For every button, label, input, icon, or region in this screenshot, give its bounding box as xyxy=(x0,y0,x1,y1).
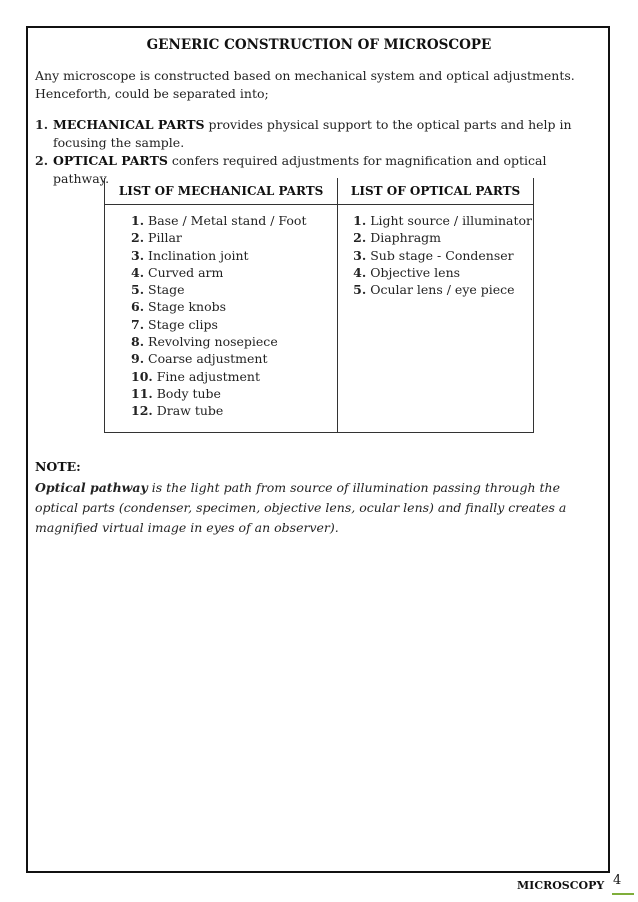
intro-paragraph: Any microscope is constructed based on mechanical system and optical adjustments. Henceforth, could be separated into; xyxy=(35,68,575,101)
list-item-number: 7. xyxy=(131,316,145,332)
header-mechanical-parts: LIST OF MECHANICAL PARTS xyxy=(105,178,338,205)
list-item-number: 2. xyxy=(131,230,145,246)
list-item xyxy=(353,212,532,229)
list-item-text: Fine adjustment xyxy=(156,368,260,384)
overview-item-term: MECHANICAL PARTS xyxy=(53,117,205,132)
footer-label: MICROSCOPY xyxy=(517,879,605,892)
list-item xyxy=(131,229,336,246)
list-item xyxy=(353,247,532,264)
optical-parts-column xyxy=(338,205,534,433)
list-item xyxy=(353,229,532,246)
list-item-text: Ocular lens / eye piece xyxy=(370,282,515,298)
list-item xyxy=(131,316,336,333)
list-item xyxy=(131,298,336,315)
header-optical-parts: LIST OF OPTICAL PARTS xyxy=(338,178,534,205)
list-item-number: 3. xyxy=(353,247,367,263)
list-item xyxy=(131,264,336,281)
list-item-text: Light source / illuminator xyxy=(370,213,532,228)
note-text: is the light path from source of illumination passing through the optical parts (condenser, specimen, objective lens, ocular lens) and finally creates a magnified virtual image in eyes of an observer). xyxy=(35,480,567,535)
list-item-number: 4. xyxy=(131,264,145,280)
overview-item-mechanical xyxy=(35,116,605,152)
list-item xyxy=(131,333,336,350)
note-term: Optical pathway xyxy=(35,480,148,495)
overview-item-description: confers required adjustments for magnification and optical pathway. xyxy=(53,153,547,186)
list-item-text: Body tube xyxy=(156,385,221,401)
overview-item-text xyxy=(53,116,605,152)
overview-item-description: provides physical support to the optical parts and help in focusing the sample. xyxy=(53,117,572,150)
list-item-number: 8. xyxy=(131,334,145,350)
list-item-number: 9. xyxy=(131,351,145,367)
list-item-text: Stage clips xyxy=(148,316,218,332)
overview-item-term: OPTICAL PARTS xyxy=(53,153,168,168)
list-item xyxy=(353,281,532,298)
list-item-text: Base / Metal stand / Foot xyxy=(148,213,307,228)
list-item-number: 11. xyxy=(131,385,153,401)
list-item-number: 10. xyxy=(131,368,153,384)
list-item xyxy=(131,281,336,298)
note-heading: NOTE: xyxy=(35,459,81,474)
list-item-number: 3. xyxy=(131,247,145,263)
list-item xyxy=(131,212,336,229)
list-item-number: 1. xyxy=(353,213,367,228)
page-title: GENERIC CONSTRUCTION OF MICROSCOPE xyxy=(146,37,492,53)
list-item-text: Diaphragm xyxy=(370,230,442,246)
list-item-text: Draw tube xyxy=(156,403,224,419)
list-item-number: 5. xyxy=(131,282,145,298)
list-item xyxy=(131,247,336,264)
overview-item-number: 1. xyxy=(35,117,49,132)
list-item xyxy=(131,368,336,385)
list-item-text: Curved arm xyxy=(148,264,224,280)
list-item-text: Stage knobs xyxy=(148,299,227,315)
list-item-text: Sub stage - Condenser xyxy=(370,247,514,263)
list-item-number: 2. xyxy=(353,230,367,246)
list-item-text: Objective lens xyxy=(370,264,461,280)
page-number: 4 xyxy=(613,873,622,888)
parts-table xyxy=(104,178,534,433)
overview-item-number: 2. xyxy=(35,153,49,168)
list-item-number: 1. xyxy=(131,213,145,228)
list-item xyxy=(131,402,336,419)
list-item-text: Stage xyxy=(148,282,185,298)
mechanical-parts-column xyxy=(105,205,338,433)
list-item-number: 5. xyxy=(353,282,367,298)
list-item-text: Inclination joint xyxy=(148,247,249,263)
note-paragraph xyxy=(35,478,605,538)
list-item-text: Coarse adjustment xyxy=(148,351,268,367)
list-item xyxy=(131,350,336,367)
list-item-number: 6. xyxy=(131,299,145,315)
list-item xyxy=(131,385,336,402)
list-item-text: Pillar xyxy=(148,230,182,246)
list-item-text: Revolving nosepiece xyxy=(148,334,278,350)
list-item-number: 4. xyxy=(353,264,367,280)
page-number-underline xyxy=(612,893,634,895)
list-item xyxy=(353,264,532,281)
list-item-number: 12. xyxy=(131,403,153,419)
